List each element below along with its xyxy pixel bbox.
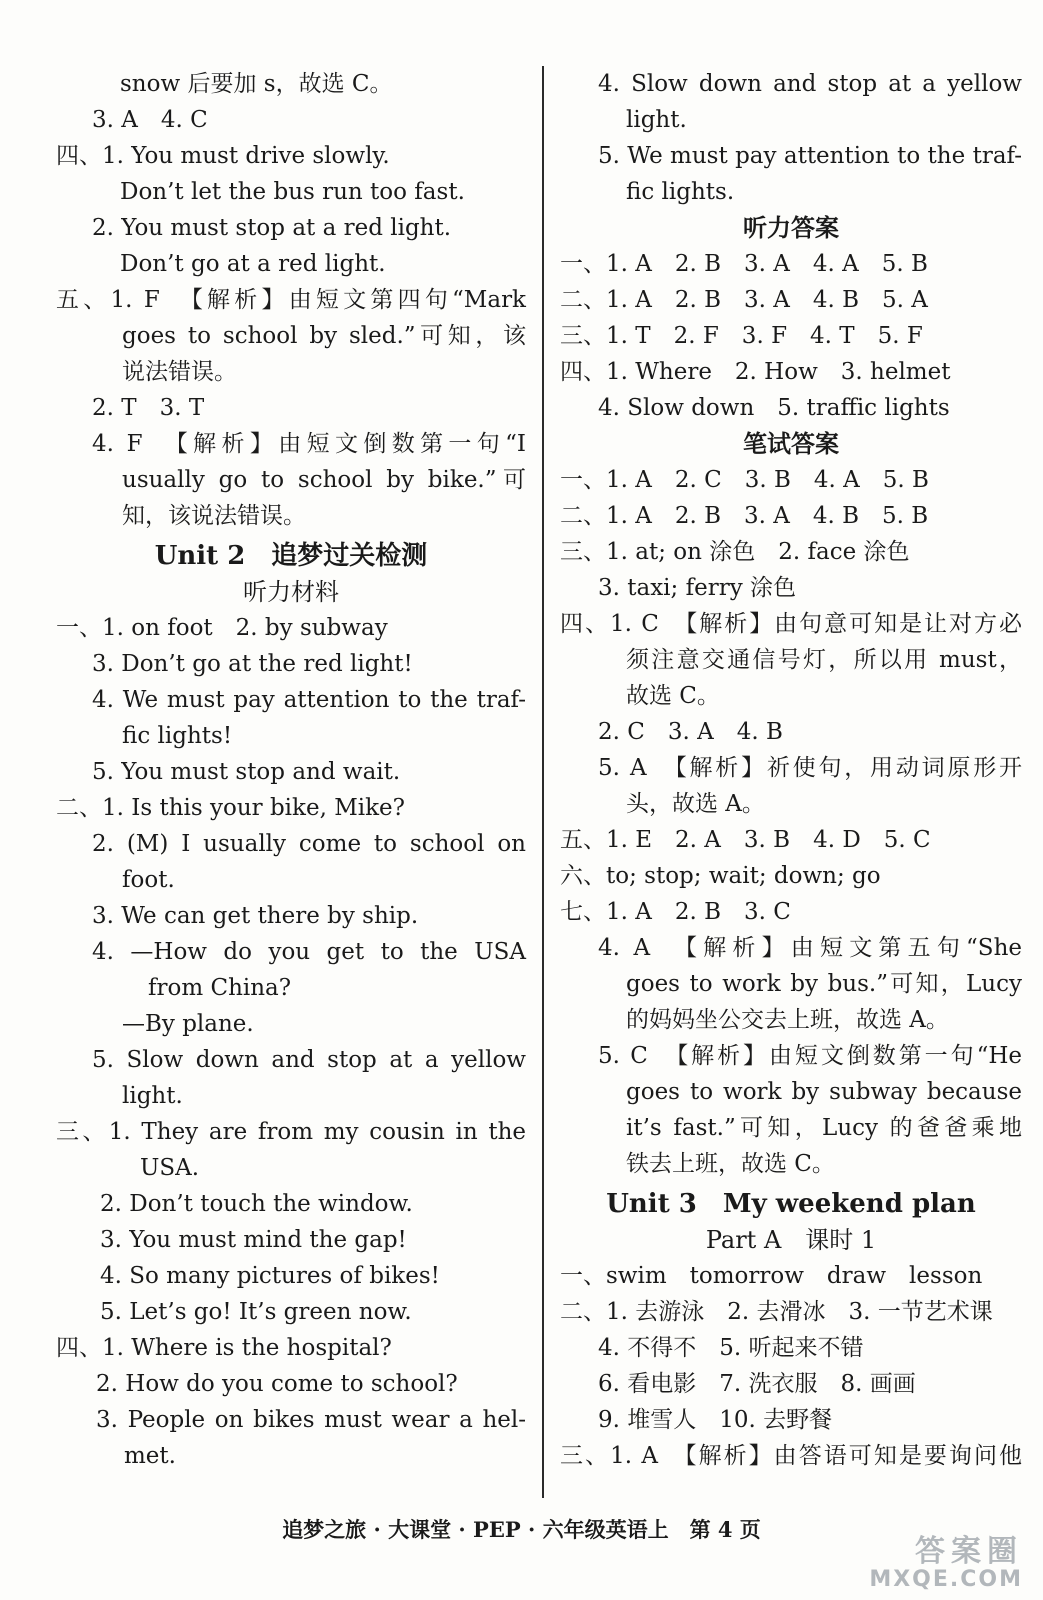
text-line: Don’t go at a red light. <box>120 251 386 277</box>
text-line: 二、1. A 2. B 3. A 4. B 5. B <box>560 503 929 529</box>
text-line: 4. We must pay attention to the traf- <box>92 687 526 713</box>
column-divider <box>542 66 544 1498</box>
text-line: goes to school by sled.”可知，该 <box>122 323 526 349</box>
text-line: 2. T 3. T <box>92 395 205 421</box>
text-line: 5. C 【解析】由短文倒数第一句“He <box>598 1043 1022 1069</box>
text-line: —By plane. <box>122 1011 254 1037</box>
text-line: 说法错误。 <box>122 359 237 385</box>
text-line: Don’t let the bus run too fast. <box>120 179 465 205</box>
text-line: 2. How do you come to school? <box>96 1371 458 1397</box>
text-line: 2. Don’t touch the window. <box>100 1191 413 1217</box>
text-line: 2. C 3. A 4. B <box>598 719 783 745</box>
page-footer: 追梦之旅 · 大课堂 · PEP · 六年级英语上 第 4 页 <box>282 1517 761 1542</box>
text-line: met. <box>124 1443 176 1469</box>
text-line: 3. A 4. C <box>92 107 208 133</box>
text-line: usually go to school by bike.”可 <box>122 467 526 493</box>
section-subheading: Part A 课时 1 <box>705 1226 877 1254</box>
text-line: 四、1. You must drive slowly. <box>56 143 390 169</box>
text-line: 6. 看电影 7. 洗衣服 8. 画画 <box>598 1371 916 1397</box>
text-line: 一、swim tomorrow draw lesson <box>560 1263 983 1289</box>
text-line: 三、1. They are from my cousin in the <box>56 1119 526 1145</box>
section-heading: Unit 3 My weekend plan <box>606 1189 976 1219</box>
section-subheading: 听力材料 <box>243 578 339 606</box>
section-heading: 听力答案 <box>743 213 839 242</box>
text-line: 5. A 【解析】祈使句，用动词原形开 <box>598 755 1022 781</box>
text-line: 9. 堆雪人 10. 去野餐 <box>598 1407 833 1433</box>
text-line: 须注意交通信号灯，所以用 must， <box>626 647 1022 673</box>
section-heading: Unit 2 追梦过关检测 <box>154 541 428 571</box>
text-line: 5. You must stop and wait. <box>92 759 401 785</box>
text-line: 4. F 【解析】由短文倒数第一句“I <box>92 431 526 457</box>
text-line: goes to work by subway because <box>626 1079 1022 1105</box>
text-line: 二、1. Is this your bike, Mike? <box>56 795 405 821</box>
text-line: 故选 C。 <box>626 683 720 709</box>
text-line: light. <box>122 1083 183 1109</box>
text-line: 5. We must pay attention to the traf- <box>598 143 1022 169</box>
text-line: 4. Slow down 5. traffic lights <box>598 395 950 421</box>
text-line: 一、1. on foot 2. by subway <box>56 615 388 641</box>
text-line: 头，故选 A。 <box>626 791 765 817</box>
text-line: 3. You must mind the gap! <box>100 1227 407 1253</box>
watermark-text: 答案圈 <box>915 1534 1023 1569</box>
text-line: 三、1. T 2. F 3. F 4. T 5. F <box>560 323 923 349</box>
text-line: 铁去上班，故选 C。 <box>626 1151 835 1177</box>
text-line: goes to work by bus.”可知，Lucy <box>626 971 1022 997</box>
text-line: 4. Slow down and stop at a yellow <box>598 71 1022 97</box>
text-line: 一、1. A 2. B 3. A 4. A 5. B <box>560 251 928 277</box>
text-line: 2. (M) I usually come to school on <box>92 831 526 857</box>
text-line: 四、1. Where is the hospital? <box>56 1335 392 1361</box>
text-line: 六、to; stop; wait; down; go <box>560 863 881 889</box>
text-line: 三、1. at; on 涂色 2. face 涂色 <box>560 539 910 565</box>
text-line: USA. <box>140 1155 200 1181</box>
text-line: light. <box>626 107 687 133</box>
text-line: 5. Let’s go! It’s green now. <box>100 1299 412 1325</box>
text-line: foot. <box>122 867 175 893</box>
text-line: 3. taxi; ferry 涂色 <box>598 575 797 601</box>
text-line: 四、1. Where 2. How 3. helmet <box>560 359 951 385</box>
section-heading: 笔试答案 <box>743 429 839 458</box>
text-line: 的妈妈坐公交去上班，故选 A。 <box>626 1007 949 1033</box>
text-line: 4. So many pictures of bikes! <box>100 1263 440 1289</box>
text-line: 4. —How do you get to the USA <box>92 939 526 965</box>
text-line: 3. People on bikes must wear a hel- <box>96 1407 526 1433</box>
text-line: 二、1. 去游泳 2. 去滑冰 3. 一节艺术课 <box>560 1299 993 1325</box>
text-line: 2. You must stop at a red light. <box>92 215 452 241</box>
text-line: snow 后要加 s，故选 C。 <box>120 71 393 97</box>
text-line: 5. Slow down and stop at a yellow <box>92 1047 526 1073</box>
text-line: 三、1. A 【解析】由答语可知是要询问他 <box>560 1443 1022 1469</box>
text-line: 知，该说法错误。 <box>122 503 306 529</box>
text-line: fic lights. <box>626 179 735 205</box>
text-line: 二、1. A 2. B 3. A 4. B 5. A <box>560 287 928 313</box>
text-line: 七、1. A 2. B 3. C <box>560 899 791 925</box>
text-line: from China? <box>148 975 292 1001</box>
text-line: 3. Don’t go at the red light! <box>92 651 413 677</box>
watermark-url: MXQE.COM <box>869 1567 1023 1592</box>
watermark-logo <box>833 1536 1023 1592</box>
text-line: 四、1. C 【解析】由句意可知是让对方必 <box>560 611 1022 637</box>
text-line: 五、1. F 【解析】由短文第四句“Mark <box>56 287 526 313</box>
text-line: 4. A 【解析】由短文第五句“She <box>598 935 1022 961</box>
text-line: fic lights! <box>122 723 233 749</box>
text-line: 五、1. E 2. A 3. B 4. D 5. C <box>560 827 931 853</box>
text-line: it’s fast.”可知，Lucy 的爸爸乘地 <box>626 1115 1022 1141</box>
text-line: 一、1. A 2. C 3. B 4. A 5. B <box>560 467 929 493</box>
text-line: 3. We can get there by ship. <box>92 903 419 929</box>
text-line: 4. 不得不 5. 听起来不错 <box>598 1335 864 1361</box>
